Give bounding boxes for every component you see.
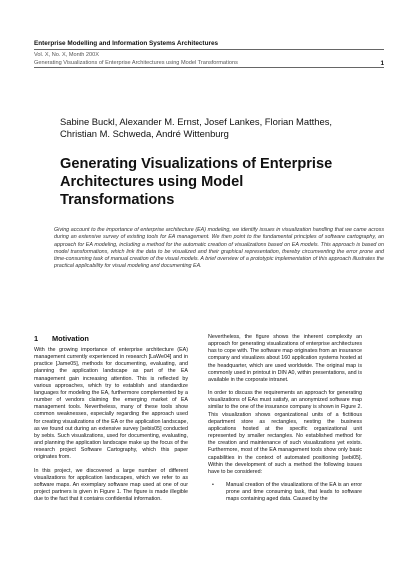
section-title: Motivation bbox=[52, 334, 89, 343]
author-line: Christian M. Schweda, André Wittenburg bbox=[60, 127, 229, 139]
bullet-list bbox=[208, 482, 362, 503]
paragraph: Nevertheless, the figure shows the inherent complexity an approach for generating visualizations of enterprise architectures has to cope with. The software map originates from an insurance company and visualizes about 160 application systems hosted at the headquarter, which are used worldwide. The original map is commonly used in printout in DIN A0, within presentations, and is available in the corporate intranet. bbox=[208, 334, 362, 383]
section-number: 1 bbox=[34, 334, 39, 343]
paper-title bbox=[60, 155, 390, 209]
page-number: 1 bbox=[380, 60, 384, 67]
issue-line: Vol. X, No. X, Month 200X bbox=[34, 52, 99, 58]
section-heading bbox=[34, 334, 89, 343]
paragraph: In order to discuss the requirements an approach for generating visualizations of EAs must satisfy, an anonymized software map similar to the one of the insurance company is shown in Figure 2. This visualization shows organizational units of a fictitious department store as rectangles, nesting the business applications hosted at the specific organizational unit represented by smaller rectangles. No established method for the creation and maintenance of such visualizations yet exists. Furthermore, most of the EA management tools show only basic capabilities in the context of automated positioning [sebi05]. Within the development of such a method the following issues have to be considered: bbox=[208, 390, 362, 475]
author-list bbox=[60, 116, 390, 139]
bullet-icon: • bbox=[212, 481, 214, 488]
paragraph: With the growing importance of enterprise architecture (EA) management currently experienced in research [LaWe04] and in practice [Jame05], methods for documenting, evaluating, and planning the application landscape as part of the EA management gain increasing attention. This is reflected by various approaches, which try to establish and standardize languages for modeling the EA, furthermore complemented by a number of vendors claiming the emerging market of EA management tools. Nevertheless, many of these tools show common weaknesses, especially regarding the approach used for creating visualizations of the EA or the application landscape, as we found out during an extensive survey [sebis05] conducted by sebis. Such visualizations, used for documenting, evaluating, and planning the application landscape make up the focus of the research project Software Cartography, which this paper originates from. bbox=[34, 347, 188, 461]
right-column bbox=[208, 334, 362, 503]
header-rule-bottom bbox=[34, 67, 384, 68]
abstract: Giving account to the importance of enterprise architecture (EA) modeling, we identify issues in visualization handling that we came across during an extensive survey of existing tools for EA management. We then point to the fundamental principles of software cartography, an approach for EA modeling, including a method for the automatic creation of visualizations based on EA models. This approach is based on model transformations, which link the data to be visualized and their graphical representation, thereby circumventing the error prone and time-consuming task of manual creation of the visual models. A brief overview of a prototypic implementation of this approach illustrates the practical applicability for visual modeling and documenting EA. bbox=[54, 227, 384, 270]
title-line: Architectures using Model bbox=[60, 174, 244, 190]
list-item bbox=[208, 482, 362, 503]
left-column bbox=[34, 347, 188, 509]
author-line: Sabine Buckl, Alexander M. Ernst, Josef Lankes, Florian Matthes, bbox=[60, 116, 333, 127]
paragraph: In this project, we discovered a large number of different visualizations for application landscapes, which we refer to as software maps. An exemplary software map used at one of our project partners is given in Figure 1. The figure is made illegible due to the fact that it contains confidential information. bbox=[34, 467, 188, 503]
title-line: Generating Visualizations of Enterprise bbox=[60, 156, 333, 172]
title-line: Transformations bbox=[60, 192, 175, 208]
journal-title: Enterprise Modelling and Information Systems Architectures bbox=[34, 40, 219, 47]
header-rule-top bbox=[34, 49, 384, 50]
running-title: Generating Visualizations of Enterprise Architectures using Model Transformations bbox=[34, 60, 238, 66]
list-item-text: Manual creation of the visualizations of the EA is an error prone and time consuming task, that leads to software maps containing aged data. Caused by the bbox=[226, 481, 362, 503]
